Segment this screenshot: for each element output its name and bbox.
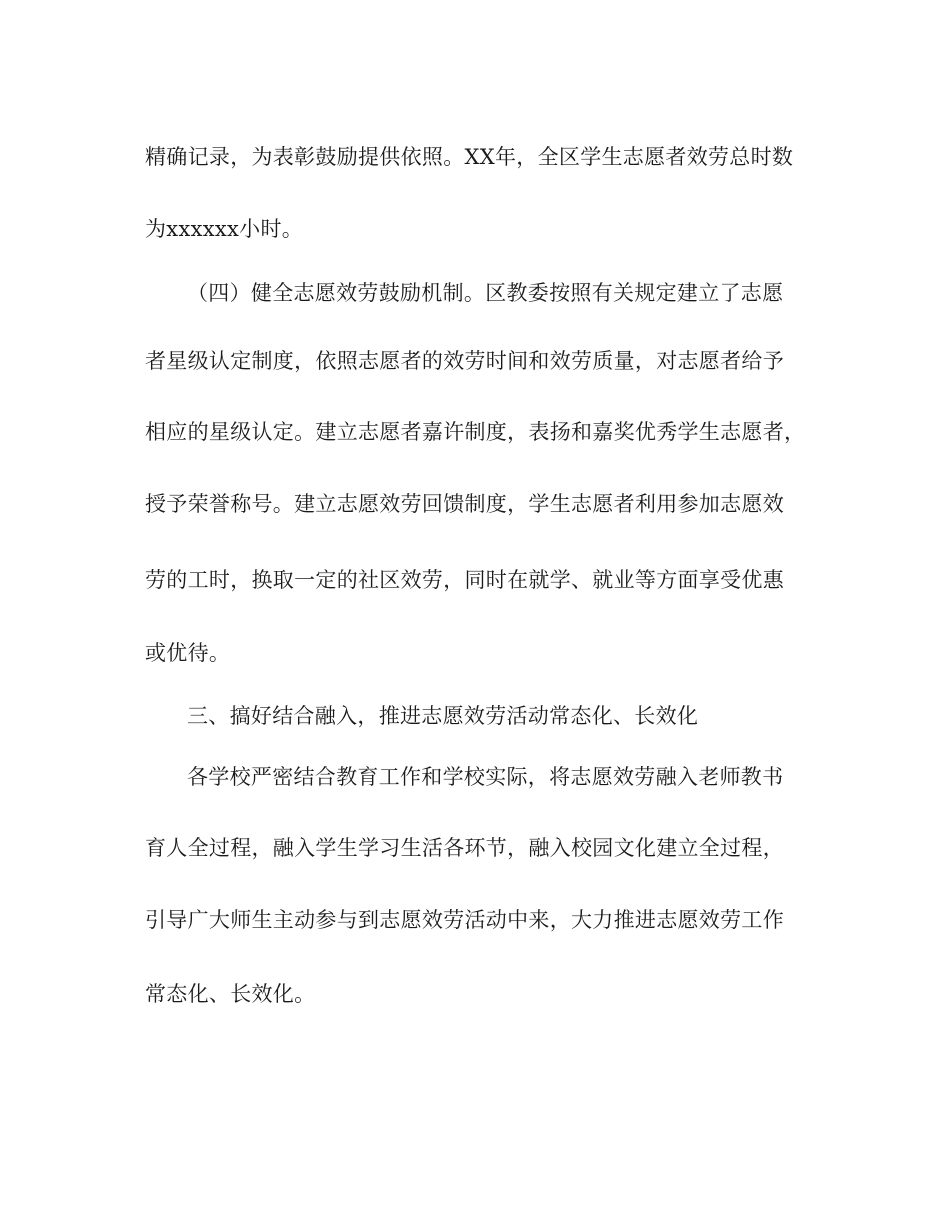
paragraph-line: 为xxxxxx小时。	[145, 217, 304, 241]
paragraph-line: 劳的工时，换取一定的社区效劳，同时在就学、就业等方面享受优惠	[145, 568, 784, 592]
paragraph-line: 精确记录，为表彰鼓励提供依照。XX年，全区学生志愿者效劳总时数	[145, 145, 794, 169]
paragraph-line: 各学校严密结合教育工作和学校实际，将志愿效劳融入老师教书	[187, 765, 784, 789]
paragraph-line: 或优待。	[145, 641, 231, 665]
section-heading: 三、搞好结合融入，推进志愿效劳活动常态化、长效化	[187, 704, 699, 728]
paragraph-line: 者星级认定制度，依照志愿者的效劳时间和效劳质量，对志愿者给予	[145, 349, 784, 373]
paragraph-line: （四）健全志愿效劳鼓励机制。区教委按照有关规定建立了志愿	[187, 281, 784, 305]
paragraph-line: 授予荣誉称号。建立志愿效劳回馈制度，学生志愿者利用参加志愿效	[145, 492, 784, 516]
paragraph-line: 常态化、长效化。	[145, 982, 316, 1006]
paragraph-line: 相应的星级认定。建立志愿者嘉许制度，表扬和嘉奖优秀学生志愿者，	[145, 420, 806, 444]
paragraph-line: 引导广大师生主动参与到志愿效劳活动中来，大力推进志愿效劳工作	[145, 908, 784, 932]
paragraph-line: 育人全过程，融入学生学习生活各环节，融入校园文化建立全过程，	[145, 836, 784, 860]
